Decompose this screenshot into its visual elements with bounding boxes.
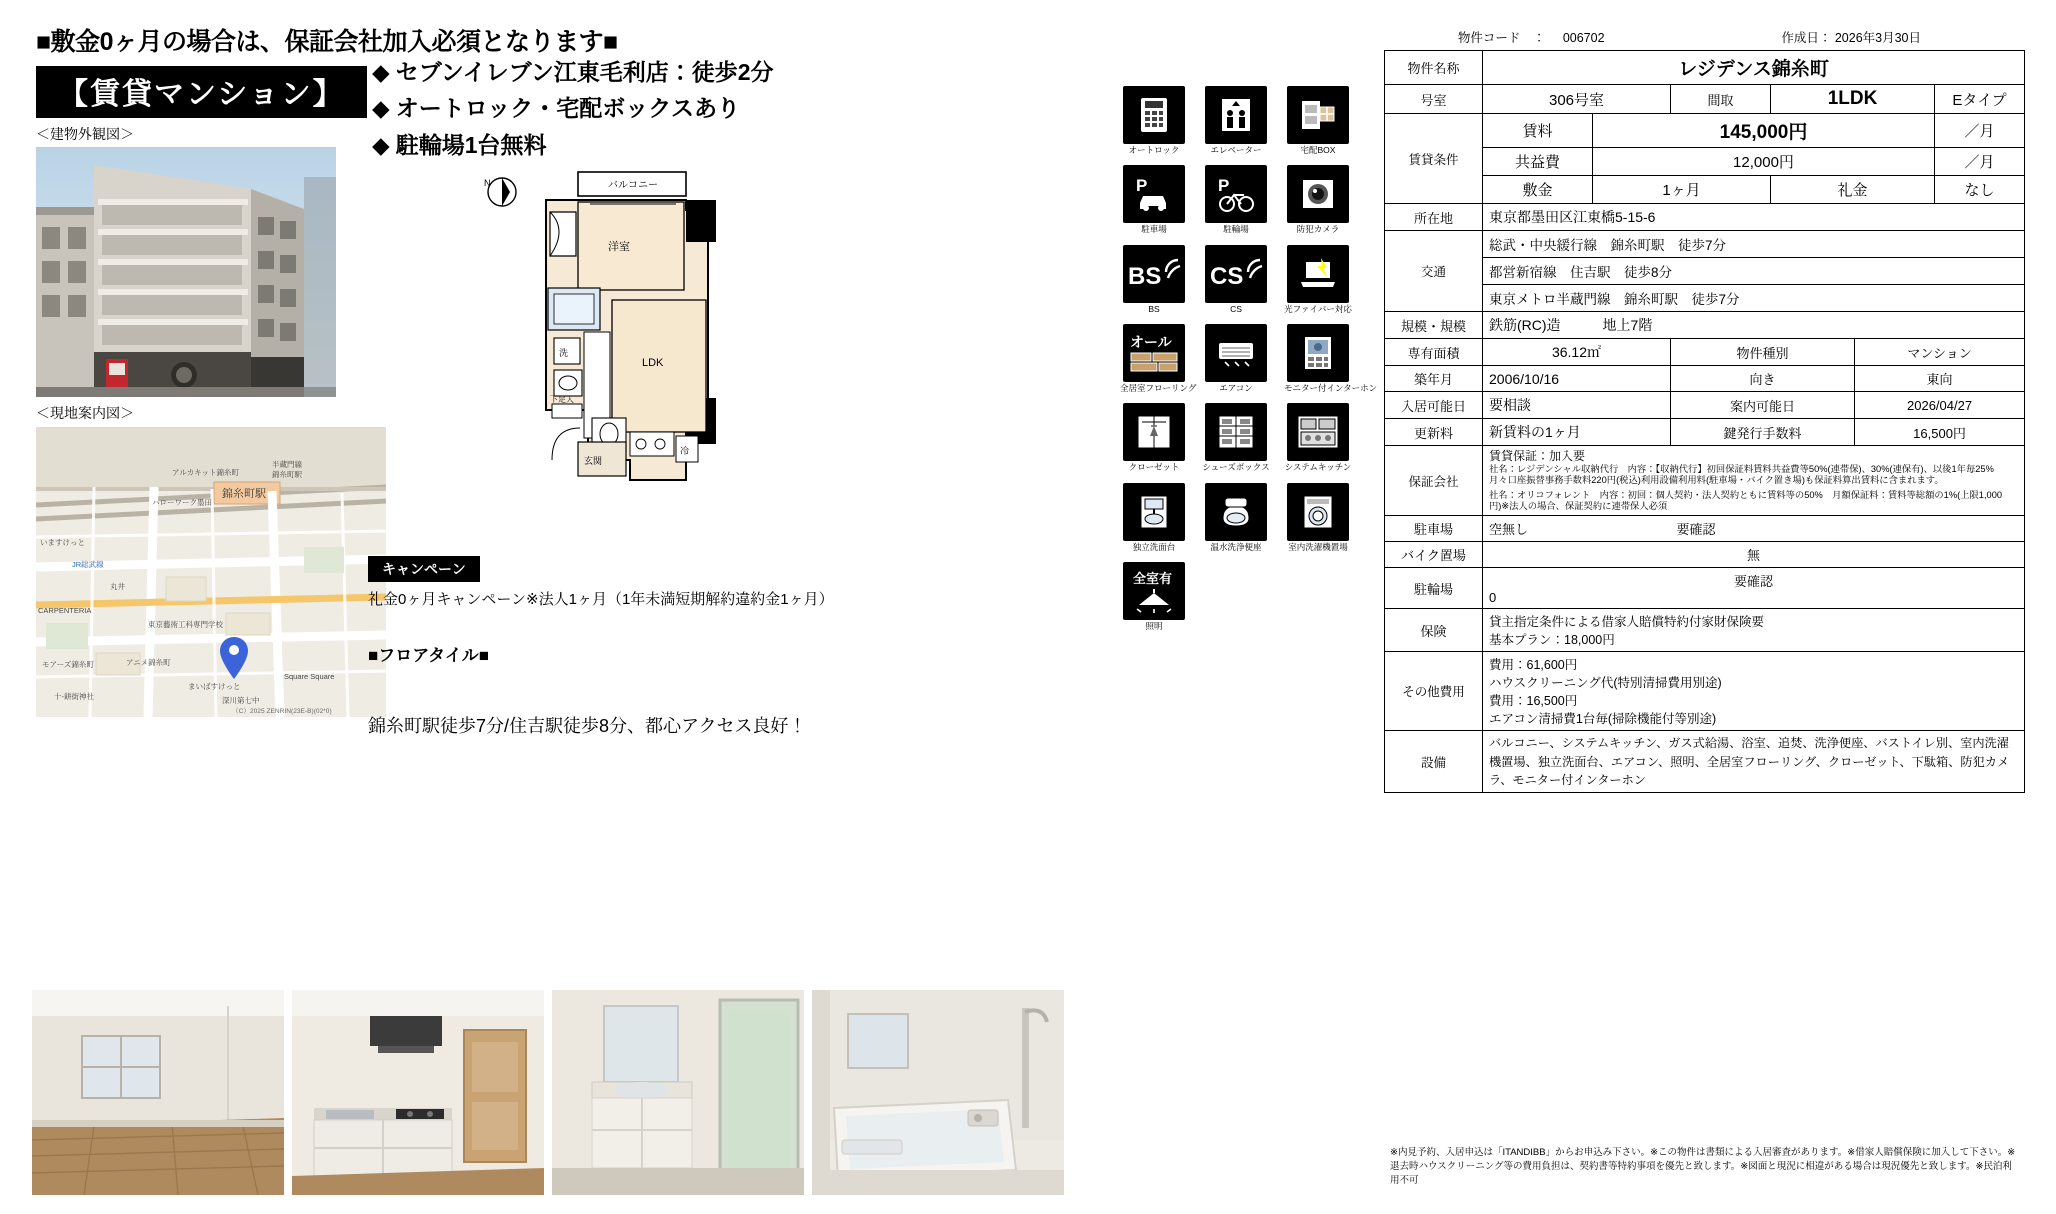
guarantor-line: 社名：レジデンシャル収納代行 内容：【収納代行】初回保証料賃料共益費等50%(連帯保)、30%(連保有)、以後1年毎25% 月々口座振替事務手数料220円(税込)利用設備利用料(駐車場・バイク置き場)も保証料算出賃料に含まれます。 bbox=[1489, 464, 2004, 486]
property-detail-table bbox=[1384, 28, 2024, 793]
icon-row bbox=[1120, 483, 1370, 552]
svg-text:N: N bbox=[484, 178, 491, 188]
renewal-value: 新賃料の1ヶ月 bbox=[1483, 419, 1671, 446]
direction-value: 東向 bbox=[1855, 366, 2025, 392]
icon-label: 駐輪場 bbox=[1223, 224, 1249, 235]
svg-text:丸井: 丸井 bbox=[110, 582, 125, 591]
transport-line: 都営新宿線 住吉駅 徒歩8分 bbox=[1483, 258, 2025, 285]
svg-text:バルコニー: バルコニー bbox=[608, 180, 658, 191]
icon-cell bbox=[1284, 165, 1352, 234]
property-type-badge: 【賃貸マンション】 bbox=[36, 66, 367, 118]
other-cost-line: 費用：16,500円 bbox=[1489, 694, 1578, 709]
rent-terms-label: 賃貸条件 bbox=[1385, 114, 1483, 204]
table-row-area bbox=[1385, 339, 2025, 366]
campaign-block bbox=[368, 556, 888, 740]
photo-building-exterior bbox=[36, 147, 336, 397]
deposit-note: ■敷金0ヶ月の場合は、保証会社加入必須となります■ bbox=[36, 28, 618, 56]
insurance-line: 基本プラン：18,000円 bbox=[1489, 633, 1615, 648]
icon-cell bbox=[1202, 245, 1270, 314]
row-label: 専有面積 bbox=[1385, 339, 1483, 366]
icon-cell bbox=[1120, 245, 1188, 314]
guarantor-line: 社名：オリコフォレント 内容：初回：個人契約・法人契約ともに賃料等の50% 月額保証料：賃料等総額の1%(上限1,000円)※法人の場合、保証契約に連帯保人必須 bbox=[1489, 489, 2003, 511]
other-cost-line: エアコン清掃費1台毎(掃除機能付等別途) bbox=[1489, 712, 1717, 727]
table-row-built bbox=[1385, 366, 2025, 392]
icon-label: CS bbox=[1230, 303, 1242, 314]
elevator-icon bbox=[1205, 86, 1267, 144]
bicycle-parking-icon bbox=[1205, 165, 1267, 223]
table-header-line bbox=[1384, 28, 2024, 50]
svg-text:半蔵門線: 半蔵門線 bbox=[272, 460, 302, 469]
icon-cell bbox=[1202, 86, 1270, 155]
svg-text:Square Square: Square Square bbox=[284, 672, 335, 681]
svg-text:LDK: LDK bbox=[642, 357, 664, 369]
maintenance-unit: ／月 bbox=[1935, 148, 2025, 176]
footnote: ※内見予約、入居申込は「ITANDIBB」からお申込み下さい。※この物件は書類による入居審査があります。※借家人賠償保険に加入して下さい。※退去時ハウスクリーニング等の費用負担は、契約書等特約事項を優先と致します。※図面と現況に相違がある場合は現況優先と致します。※民泊利用不可 bbox=[1390, 1147, 2016, 1186]
table-row-bike bbox=[1385, 542, 2025, 568]
exterior-caption: ＜建物外観図＞ bbox=[36, 126, 134, 142]
cycle-count: 0 bbox=[1489, 590, 1497, 606]
svg-text:JR総武線: JR総武線 bbox=[72, 560, 104, 569]
svg-text:いますけっと: いますけっと bbox=[40, 538, 85, 547]
row-label: その他費用 bbox=[1385, 652, 1483, 731]
icon-cell bbox=[1284, 403, 1352, 472]
table-row-scale bbox=[1385, 312, 2025, 339]
cycle-note: 要確認 bbox=[1734, 574, 1774, 590]
key-money-value: なし bbox=[1935, 176, 2025, 204]
icon-label: 駐車場 bbox=[1141, 224, 1167, 235]
air-conditioner-icon bbox=[1205, 324, 1267, 382]
bs-antenna-icon bbox=[1123, 245, 1185, 303]
room-type-value: Eタイプ bbox=[1935, 85, 2025, 114]
icon-label: 光ファイバー対応 bbox=[1284, 303, 1352, 314]
svg-text:全室有: 全室有 bbox=[1133, 571, 1173, 587]
svg-text:十-餅街神社: 十-餅街神社 bbox=[54, 692, 94, 701]
row-label: 賃料 bbox=[1483, 114, 1593, 148]
row-label: 鍵発行手数料 bbox=[1671, 419, 1855, 446]
transport-line: 東京メトロ半蔵門線 錦糸町駅 徒歩7分 bbox=[1483, 285, 2025, 312]
shoes-box-icon bbox=[1205, 403, 1267, 461]
row-label: 礼金 bbox=[1771, 176, 1935, 204]
icon-label: 全居室フローリング bbox=[1120, 383, 1197, 394]
guarantor-content bbox=[1483, 446, 2025, 516]
row-label: 間取 bbox=[1671, 85, 1771, 114]
feature-bullets bbox=[372, 54, 774, 163]
transport-line: 総武・中央緩行線 錦糸町駅 徒歩7分 bbox=[1483, 231, 2025, 258]
row-label: 共益費 bbox=[1483, 148, 1593, 176]
svg-text:CS: CS bbox=[1210, 262, 1244, 290]
icon-cell bbox=[1120, 165, 1188, 234]
monitor-intercom-icon bbox=[1287, 324, 1349, 382]
floor-plan bbox=[480, 160, 740, 540]
area-value: 36.12㎡ bbox=[1483, 339, 1671, 366]
row-label: 案内可能日 bbox=[1671, 392, 1855, 419]
icon-label: 宅配BOX bbox=[1300, 145, 1336, 155]
property-code-label: 物件コード ： bbox=[1457, 31, 1546, 45]
row-label: 物件名称 bbox=[1385, 51, 1483, 85]
svg-text:CARPENTERIA: CARPENTERIA bbox=[38, 606, 92, 615]
icon-cell bbox=[1120, 562, 1188, 631]
icon-row bbox=[1120, 245, 1370, 314]
svg-text:東京藝術工科専門学校: 東京藝術工科専門学校 bbox=[148, 620, 223, 629]
property-code-value: 006702 bbox=[1562, 31, 1605, 45]
table-row-name bbox=[1385, 51, 2025, 85]
photo-location-map bbox=[36, 427, 386, 717]
property-name-value: レジデンス錦糸町 bbox=[1483, 51, 2025, 85]
maintenance-value: 12,000円 bbox=[1593, 148, 1935, 176]
rent-value: 145,000円 bbox=[1593, 114, 1935, 148]
icon-cell bbox=[1284, 86, 1352, 155]
equipment-value: バルコニー、システムキッチン、ガス式給湯、浴室、追焚、洗浄便座、バストイレ別、室内洗濯機置場、独立洗面台、エアコン、照明、全居室フローリング、クローゼット、下駄箱、防犯カメラ、モニター付インターホン bbox=[1483, 731, 2025, 793]
icon-label: エアコン bbox=[1219, 383, 1253, 394]
svg-text:BS: BS bbox=[1128, 262, 1162, 290]
icon-row bbox=[1120, 86, 1370, 155]
svg-text:下足入: 下足入 bbox=[550, 395, 574, 404]
guarantor-line: 賃貸保証：加入要 bbox=[1489, 449, 1586, 463]
icon-cell bbox=[1284, 324, 1378, 394]
row-label: 更新料 bbox=[1385, 419, 1483, 446]
map-caption: ＜現地案内図＞ bbox=[36, 405, 134, 421]
campaign-title: キャンペーン bbox=[368, 556, 480, 582]
icon-cell bbox=[1284, 245, 1352, 314]
row-label: 物件種別 bbox=[1671, 339, 1855, 366]
svg-text:まいばすけっと: まいばすけっと bbox=[188, 682, 241, 691]
icon-label: システムキッチン bbox=[1284, 462, 1352, 473]
row-label: 入居可能日 bbox=[1385, 392, 1483, 419]
table-row-other-costs bbox=[1385, 652, 2025, 731]
svg-text:錦糸町駅: 錦糸町駅 bbox=[222, 488, 266, 500]
svg-text:アルカキット錦糸町: アルカキット錦糸町 bbox=[172, 468, 240, 477]
row-label: 駐輪場 bbox=[1385, 568, 1483, 609]
campaign-line: 礼金0ヶ月キャンペーン※法人1ヶ月（1年未満短期解約違約金1ヶ月） bbox=[368, 591, 834, 609]
table-row-parking bbox=[1385, 516, 2025, 542]
row-label: 向き bbox=[1671, 366, 1855, 392]
room-number-value: 306号室 bbox=[1483, 85, 1671, 114]
system-kitchen-icon bbox=[1287, 403, 1349, 461]
address-value: 東京都墨田区江東橋5-15-6 bbox=[1483, 204, 2025, 231]
svg-text:モアーズ錦糸町: モアーズ錦糸町 bbox=[42, 660, 94, 669]
insurance-content bbox=[1483, 609, 2025, 652]
bullet-item: ◆ オートロック・宅配ボックスあり bbox=[372, 95, 741, 122]
cs-antenna-icon bbox=[1205, 245, 1267, 303]
scale-value: 鉄筋(RC)造 地上7階 bbox=[1483, 312, 2025, 339]
other-costs-content bbox=[1483, 652, 2025, 731]
washlet-icon bbox=[1205, 483, 1267, 541]
row-label: バイク置場 bbox=[1385, 542, 1483, 568]
created-date-label: 作成日： bbox=[1781, 31, 1832, 45]
svg-text:玄関: 玄関 bbox=[584, 456, 603, 466]
icon-label: エレベーター bbox=[1210, 145, 1262, 155]
access-note: 錦糸町駅徒歩7分/住吉駅徒歩8分、都心アクセス良好！ bbox=[368, 715, 807, 736]
transport-label: 交通 bbox=[1385, 231, 1483, 312]
kind-value: マンション bbox=[1855, 339, 2025, 366]
icon-cell bbox=[1202, 324, 1270, 393]
other-cost-line: 費用：61,600円 bbox=[1489, 658, 1578, 673]
viewing-value: 2026/04/27 bbox=[1855, 392, 2025, 419]
icon-row bbox=[1120, 403, 1370, 472]
optical-fiber-icon bbox=[1287, 245, 1349, 303]
row-label: 保険 bbox=[1385, 609, 1483, 652]
svg-text:P: P bbox=[1136, 176, 1148, 196]
icon-label: 室内洗濯機置場 bbox=[1288, 541, 1348, 552]
security-camera-icon bbox=[1287, 165, 1349, 223]
svg-text:アニメ錦糸町: アニメ錦糸町 bbox=[126, 658, 171, 667]
icon-label: オートロック bbox=[1128, 145, 1180, 155]
icon-row bbox=[1120, 562, 1370, 631]
floor-tile-note: ■フロアタイル■ bbox=[368, 646, 490, 666]
row-label: 設備 bbox=[1385, 731, 1483, 793]
svg-text:錦糸町駅: 錦糸町駅 bbox=[272, 470, 302, 479]
keyfee-value: 16,500円 bbox=[1855, 419, 2025, 446]
table-row-cycle bbox=[1385, 568, 2025, 609]
row-label: 敷金 bbox=[1483, 176, 1593, 204]
insurance-line: 貸主指定条件による借家人賠償特約付家財保険要 bbox=[1489, 615, 1765, 630]
icon-cell bbox=[1202, 483, 1270, 552]
facility-icons bbox=[1120, 86, 1378, 641]
icon-cell bbox=[1120, 483, 1188, 552]
icon-cell bbox=[1202, 403, 1270, 472]
other-cost-line: ハウスクリーニング代(特別清掃費用別途) bbox=[1489, 676, 1722, 691]
icon-label: 照明 bbox=[1145, 621, 1163, 632]
icon-label: シューズボックス bbox=[1202, 462, 1270, 473]
bullet-item: ◆ 駐輪場1台無料 bbox=[372, 131, 547, 158]
svg-text:冷: 冷 bbox=[680, 446, 690, 456]
bullet-item: ◆ セブンイレブン江東毛利店：徒歩2分 bbox=[372, 59, 774, 85]
guarantor-label: 保証会社 bbox=[1385, 446, 1483, 516]
icon-label: BS bbox=[1148, 303, 1160, 314]
row-label: 号室 bbox=[1385, 85, 1483, 114]
table-row-equipment bbox=[1385, 731, 2025, 793]
deposit-value: 1ヶ月 bbox=[1593, 176, 1771, 204]
svg-text:洗: 洗 bbox=[559, 348, 569, 358]
photo-living-room bbox=[32, 990, 284, 1195]
table-row-rent bbox=[1385, 114, 2025, 148]
parking-value: 空無し bbox=[1483, 516, 1671, 542]
svg-text:P: P bbox=[1218, 176, 1230, 196]
svg-text:（C）2025 ZENRIN(23E-B)(02*0): （C）2025 ZENRIN(23E-B)(02*0) bbox=[232, 708, 332, 715]
row-label: 築年月 bbox=[1385, 366, 1483, 392]
table-row-guarantor bbox=[1385, 446, 2025, 516]
washbasin-icon bbox=[1123, 483, 1185, 541]
cycle-content bbox=[1483, 568, 2025, 609]
parking-icon bbox=[1123, 165, 1185, 223]
row-label: 駐車場 bbox=[1385, 516, 1483, 542]
icon-cell bbox=[1120, 86, 1188, 155]
icon-cell bbox=[1120, 403, 1188, 472]
svg-text:オール: オール bbox=[1130, 334, 1172, 351]
table-row-room bbox=[1385, 85, 2025, 114]
icon-label: 独立洗面台 bbox=[1132, 541, 1176, 552]
movein-value: 要相談 bbox=[1483, 392, 1671, 419]
table-row-renewal bbox=[1385, 419, 2025, 446]
icon-cell bbox=[1202, 165, 1270, 234]
closet-icon bbox=[1123, 403, 1185, 461]
row-label: 規模・規模 bbox=[1385, 312, 1483, 339]
icon-label: クローゼット bbox=[1128, 462, 1180, 473]
built-value: 2006/10/16 bbox=[1483, 366, 1671, 392]
icon-row bbox=[1120, 165, 1370, 234]
svg-text:ハローワーク墨田: ハローワーク墨田 bbox=[152, 498, 212, 507]
svg-text:深川第七中: 深川第七中 bbox=[222, 696, 260, 705]
created-date-value: 2026年3月30日 bbox=[1834, 31, 1922, 45]
rent-unit: ／月 bbox=[1935, 114, 2025, 148]
row-label: 所在地 bbox=[1385, 204, 1483, 231]
icon-cell bbox=[1120, 324, 1197, 394]
icon-cell bbox=[1284, 483, 1352, 552]
layout-value: 1LDK bbox=[1771, 85, 1935, 114]
table-row-movein bbox=[1385, 392, 2025, 419]
lighting-icon bbox=[1123, 562, 1185, 620]
indoor-laundry-icon bbox=[1287, 483, 1349, 541]
photo-strip bbox=[32, 990, 1064, 1195]
bike-value: 無 bbox=[1483, 542, 2025, 568]
photo-kitchen bbox=[292, 990, 544, 1195]
table-row-transport-1 bbox=[1385, 231, 2025, 258]
photo-bathroom bbox=[812, 990, 1064, 1195]
flooring-icon bbox=[1123, 324, 1185, 382]
table-row-insurance bbox=[1385, 609, 2025, 652]
auto-lock-icon bbox=[1123, 86, 1185, 144]
table-row-address bbox=[1385, 204, 2025, 231]
svg-text:洋室: 洋室 bbox=[608, 241, 630, 253]
icon-row bbox=[1120, 324, 1378, 394]
delivery-box-icon bbox=[1287, 86, 1349, 144]
icon-label: 防犯カメラ bbox=[1296, 224, 1340, 235]
icon-label: モニター付インターホン bbox=[1284, 383, 1378, 394]
parking-note: 要確認 bbox=[1671, 516, 2025, 542]
photo-washbasin bbox=[552, 990, 804, 1195]
icon-label: 温水洗浄便座 bbox=[1210, 541, 1262, 552]
